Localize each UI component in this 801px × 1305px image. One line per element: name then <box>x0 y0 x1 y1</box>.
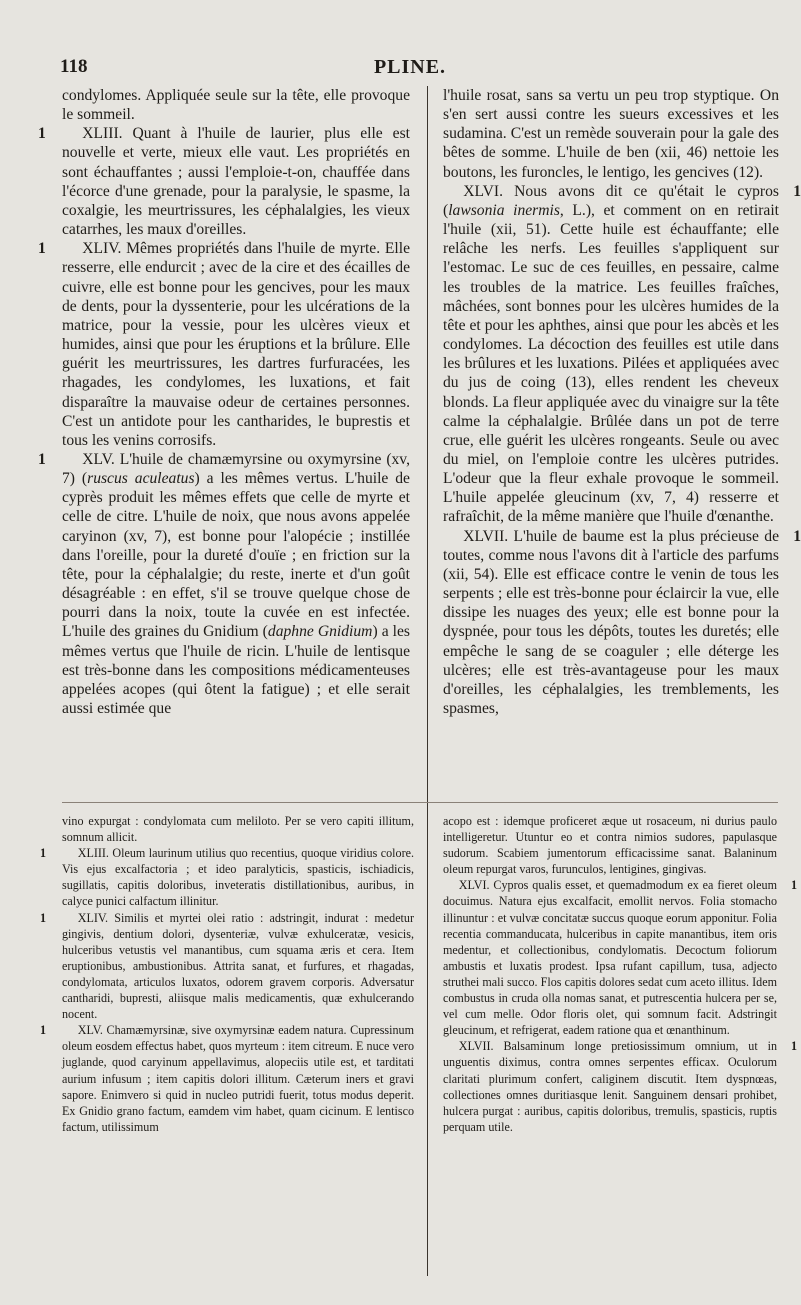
paragraph-xliii <box>40 845 414 909</box>
paragraph-text: XLV. Chamæmyrsinæ, sive oxymyrsinæ eadem natura. Cupressinum oleum eosdem effectus habet, quos myrteum : item citreum. E nuce vero juglande, quod caryinum appellavimus, alopeciis utile est, et tarditati aurium infusum ; item capitis dolori illitum. Cæterum iners et gravi sapore. Enimvero si quid in nucleo putridi fuerit, totus modus deperit. Ex Gnidio grano factum, eamdem vim habet, quam cicinum. E lentisco factum, utilissimum <box>62 1023 414 1134</box>
paragraph-xliv <box>38 239 410 450</box>
paragraph-text: ) a les mêmes vertus que l'huile de ricin. L'huile de lentisque est très-bonne dans les compositions médicamenteuses appelées acopes (qui ôtent la fatigue) ; et elle serait aussi estimée que <box>62 623 410 717</box>
paragraph: acopo est : idemque proficeret æque ut rosaceum, ni durius paulo intelligeretur. Utuntur eo et contra nimios sudores, papulasque sudorum. Scabiem jumentorum efficacissime sanat. Balaninum oleum repurgat varos, furunculos, lentigines, gingivas. <box>443 814 777 877</box>
paragraph-xlvii <box>443 527 801 719</box>
paragraph-text: XLIII. Oleum laurinum utilius quo recentius, quoque viridius colore. Vis ejus excalfactoria ; et ideo paralyticis, spasticis, ischiadicis, sugillatis, capitis doloribus, inveteratis distillationibus, auribus, in calyce punici calfactum illinitur. <box>62 846 414 909</box>
french-left-column <box>38 86 410 718</box>
margin-marker: 1 <box>790 878 797 893</box>
margin-marker: 1 <box>38 450 46 468</box>
paragraph-text: XLVI. Nous avons dit ce qu'était le cypros ( <box>443 182 779 219</box>
paragraph: condylomes. Appliquée seule sur la tête, elle provoque le sommeil. <box>62 87 410 124</box>
paragraph-text: XLVII. Balsaminum longe pretiosissimum omnium, ut in unguentis diximus, contra omnes serpentes efficax. Oculorum claritati plurimum confert, caliginem discutit. Item dyspnœas, collectiones omnes duritiasque lenit. Sanguinem densari prohibet, hulcera purgat : auribus, capitis doloribus, tremulis, spasticis, ruptis perquam utile. <box>443 1039 777 1134</box>
latin-left-column <box>40 813 414 1135</box>
paragraph-text: ) a les mêmes vertus. L'huile de cyprès produit les mêmes effets que celle de myrte et celle de citre. L'huile de noix, que nous avons appelée caryinon (xv, 7), est bonne pour l'alopécie ; instillée dans l'oreille, pour la dureté d'ouïe ; en friction sur la tête, pour la céphalalgie; du reste, inerte et d'un goût désagréable : en effet, s'il se trouve quelque chose de pourri dans la noix, toute la cuvée en est infectée. L'huile des graines du Gnidium ( <box>62 470 410 641</box>
species-name: daphne Gnidium <box>267 623 373 641</box>
paragraph-xlvi <box>443 877 797 1038</box>
margin-marker: 1 <box>40 846 47 861</box>
paragraph-xlv <box>40 1022 414 1135</box>
margin-marker: 1 <box>40 1023 47 1038</box>
margin-marker: 1 <box>38 125 46 143</box>
column-divider <box>427 86 428 1276</box>
margin-marker: 1 <box>790 1039 797 1054</box>
paragraph-xliii <box>38 124 410 239</box>
paragraph-xlvi <box>443 182 801 527</box>
paragraph-text: XLIII. Quant à l'huile de laurier, plus elle est nouvelle et verte, mieux elle vaut. Les propriétés en sont échauffantes ; aussi l'emploie-t-on, chauffée dans l'écorce d'une grenade, pour la paralysie, le spasme, la coxalgie, les meurtrissures, les céphalalgies, les vieux catarrhes, les maux d'oreilles. <box>62 125 410 239</box>
paragraph-text: XLVII. L'huile de baume est la plus précieuse de toutes, comme nous l'avons dit à l'article des parfums (xii, 54). Elle est efficace contre le venin de tous les serpents ; elle est très-bonne pour éclaircir la vue, elle dissipe les nuages des yeux; elle est bonne pour la dyspnée, pour tous les dépôts, toutes les duretés; elle empêche le sang de se coaguler ; elle déterge les ulcères; elle est très-avantageuse pour les maux d'oreilles, les céphalalgies, les tremblements, les spasmes, <box>443 527 779 717</box>
margin-marker: 1 <box>793 527 801 545</box>
paragraph-text: , L.), et comment on en retirait l'huile (xii, 51). Cette huile est échauffante; elle relâche les nerfs. Les feuilles s'appliquent sur l'estomac. Le suc de ces feuilles, en pessaire, calme les troubles de la matrice. Les feuilles fraîches, mâchées, sont bonnes pour les ulcères humides de la tête et pour les aphthes, ainsi que pour les abcès et les condylomes. La décoction des feuilles est utile dans les brûlures et les luxations. Pilées et appliquées avec du jus de coing (13), elles rendent les cheveux blonds. La fleur appliquée avec du vinaigre sur la tête calme la céphalalgie. Brûlée dans un pot de terre crue, elle guérit les ulcères rongeants. Seule ou avec du miel, on l'emploie contre les ulcères putrides. L'odeur que la fleur exhale provoque le sommeil. L'huile appelée gleucinum (xv, 7, 4) resserre et rafraîchit, de la même manière que l'huile d'œnanthe. <box>443 201 779 526</box>
paragraph: vino expurgat : condylomata cum meliloto. Per se vero capiti illitum, somnum allicit. <box>62 814 414 845</box>
page-number: 118 <box>60 56 88 77</box>
margin-marker: 1 <box>38 240 46 258</box>
paragraph-xlv <box>38 450 410 718</box>
paragraph-text: XLV. L'huile de chamæmyrsine ou oxymyrsine (xv, 7) ( <box>62 450 410 488</box>
paragraph-text: XLIV. Mêmes propriétés dans l'huile de myrte. Elle resserre, elle endurcit ; avec de la cire et des écailles de cuivre, elle est bonne pour les gencives, pour les maux de dents, pour la dyssenterie, pour les ulcérations de la matrice, pour la vessie, pour les ulcères vieux et humides, ainsi que pour les éruptions et la brûlure. Elle guérit les meurtrissures, les dartres furfuracées, les rhagades, les condylomes, les luxations, et fait disparaître la mauvaise odeur de certaines personnes. C'est un antidote pour les cantharides, le buprestis et tous les venins corrosifs. <box>62 240 410 449</box>
species-name: lawsonia inermis <box>448 201 560 219</box>
french-right-column <box>443 86 801 718</box>
running-title: PLINE. <box>373 56 447 78</box>
species-name: ruscus aculeatus <box>87 470 195 488</box>
paragraph-text: XLIV. Similis et myrtei olei ratio : adstringit, indurat : medetur gingivis, dentium dolori, dysenteriæ, vulvæ exhulceratæ, vesicis, hulceribus vetustis vel manantibus, cum squama æris et cera. Item eruptionibus, ambustionibus. Attrita sanat, et furfures, et rhagadas, condylomata, articulos luxatos, odorem gravem corporis. Adversatur cantharidi, bupresti, aliisque malis medicamentis, quæ exhulcerando nocent. <box>62 910 414 1022</box>
paragraph-xlvii <box>443 1038 797 1135</box>
paragraph-xliv <box>40 910 414 1023</box>
footnote-rule <box>62 802 778 803</box>
page-header <box>60 56 760 82</box>
margin-marker: 1 <box>793 182 801 200</box>
paragraph-text: XLVI. Cypros qualis esset, et quemadmodum ex ea fieret oleum docuimus. Natura ejus excalfacit, emollit nervos. Folia stomacho illinuntur : et vulvæ concitatæ succus quoque eorum apponitur. Folia recentia commanducata, hulceribus in capite manantibus, item oris medentur, et collectionibus, condylomatis. Decoctum foliorum ambustis et luxatis prodest. Ipsa rufant capillum, tusa, adjecto struthei mali succo. Flos capitis dolores sedat cum aceto illitus. Idem combustus in cruda olla nomas sanat, et putrescentia hulcera per se, vel cum melle. Odor floris olet, qui somnum facit. Adstringit gleucinum, et refrigerat, eadem ratione qua et œnanthinum. <box>443 878 777 1038</box>
margin-marker: 1 <box>40 910 47 925</box>
latin-right-column <box>443 813 797 1135</box>
paragraph: l'huile rosat, sans sa vertu un peu trop styptique. On s'en sert aussi contre les sueurs excessives et les sudamina. C'est un remède souverain pour la gale des bêtes de somme. L'huile de ben (xii, 46) nettoie les boutons, les furoncles, le lentigo, les gencives (12). <box>443 87 779 181</box>
